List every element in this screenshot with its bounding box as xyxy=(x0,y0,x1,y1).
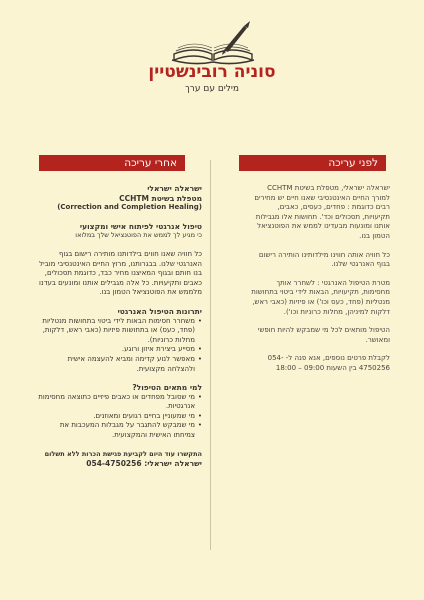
treatment-heading-block xyxy=(38,222,202,241)
before-paragraph: מטרת הטיפול האנרגטי : לשחרר אותך מחסימות, תקיעויות, הבאות לידי ביטוי בתחושות מנטליות (פחד, כעס וכו') או פיזיות (כאבי ראש, דלקות למיניהן, מחלות כרוניות וכו'). xyxy=(251,278,390,316)
therapist-name: ישראלה ישראלי xyxy=(147,184,202,193)
contact-call-to-action: התקשרו עוד היום לקביעת פגישת הכרות ללא תשלום xyxy=(44,449,202,458)
list-item: • מי שמבקש להתגבר על מגבלות המעכבות את צמיחתו האישית והמקצועית. xyxy=(38,421,202,440)
before-paragraph: ישראלה ישראלי, מטפלת בשיטת CCHTM למורך החיים האינטנסיבי שאנו חיים יש מחירים רבים כדוגמת : פחדים, כעסים, כאבים, תקיעויות, תסכולים וכד'. תחושות אלו מגבילות אותנו ומונעות מבעדינו לממש את הפוטנציאל הטמון בנו. xyxy=(254,184,390,240)
before-paragraph: כל חוויה אותה חווינו מילדותינו הותירה רישום בגוף האנרגטי שלנו. xyxy=(258,250,390,269)
list-item: • מאפשר לנוע קדימה ומביא להעצמה אישית ולהצלחה מקצועית. xyxy=(38,355,202,374)
before-section-header: לפני עריכה xyxy=(239,155,386,171)
therapist-role-english: (Correction and Completion Healing) xyxy=(57,203,202,212)
list-item: • מסייע ביצירת איזון ורוגע. xyxy=(38,345,202,355)
before-text-column xyxy=(250,184,390,383)
book-quill-logo-icon xyxy=(168,20,258,68)
before-paragraph: הטיפול מותאים לכל מי שמבקש להיות חופשי ומאושר. xyxy=(257,326,390,344)
brand-name: סוניה רובינשטיין xyxy=(148,62,276,82)
list-item: • מי שמעוניין בחיים רגועים ומאוזנים. xyxy=(38,412,202,422)
after-section-header: אחרי עריכה xyxy=(39,155,185,171)
benefits-list xyxy=(38,317,202,375)
treatment-heading: טיפול אנרגטי לפיתוח אישי ומקצועי xyxy=(79,221,202,231)
benefits-heading: יתרונות הטיפול האנרגטי xyxy=(117,306,202,316)
before-contact-paragraph: לקבלת פרטים נוספים, אנא פנה ל- 054-4750256 בין השעות 09:00 – 18:00 xyxy=(267,354,390,372)
benefits-section xyxy=(38,307,202,374)
therapist-role: מטפלת בשיטת CCHTM xyxy=(119,193,202,203)
brand-tagline: מילים עם ערך xyxy=(184,84,240,94)
list-item: • מי שסובל מפחדים או כאבים פיזיים כתוצאה מחסימות אנרגטיות. xyxy=(38,393,202,412)
treatment-subheading: כי מגיע לך לממש את הפוטנציאל שלך במלואו xyxy=(75,231,202,240)
fit-list xyxy=(38,393,202,441)
contact-line: ישראלה ישראלי: 054-4750256 xyxy=(86,459,202,469)
intro-paragraph: כל חוויה שאנו חווים בילדותנו מותירה רישום בגוף האנרגטי שלנו. בבגרותנו, מרוץ החיים האינטנסיבי מוביל בנו חותם ובגוף המאיצנו מחיר כבד, כדוגמת תסכולים, כאבים ותקיעויות. כל אלה מגבילים אותנו ומונעים בעדנו מלממש את הפוטנציאל הטמון בנו. xyxy=(38,249,202,297)
column-divider xyxy=(210,160,211,550)
therapist-identity xyxy=(38,184,202,213)
fit-section xyxy=(38,383,202,441)
fit-heading: למי מתאים הטיפול? xyxy=(132,383,202,393)
list-item: • משחרר חסימות הבאות לידי ביטוי בתחושות מנטליות (פחד, כעס) או בתחושות פיזיות (כאבי ראש, דלקות, מחלות כרוניות). xyxy=(38,317,202,346)
after-text-column xyxy=(38,184,202,469)
